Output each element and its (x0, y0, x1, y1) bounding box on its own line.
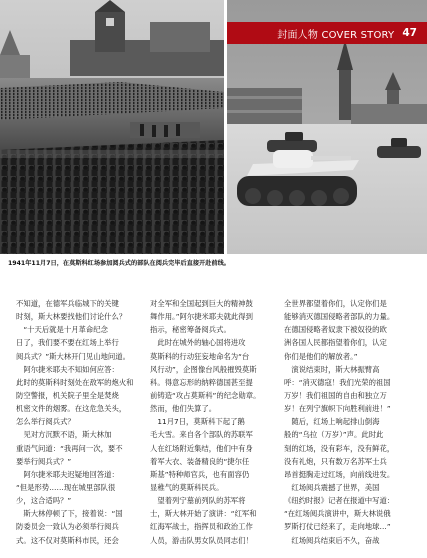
text-line: 防空警报，机关院子里全是焚烧 (16, 390, 119, 400)
text-line: 见对方沉默不语，斯大林加 (16, 430, 112, 440)
text-line: 莫斯科的行动狂妄地命名为“台 (150, 351, 250, 361)
text-line: 指示，秘密筹备阅兵式。 (150, 325, 231, 335)
text-line: 随后，红场上响起排山倒海 (284, 417, 380, 427)
text-line: 阿尔捷米耶夫不知如何应答： (16, 364, 119, 374)
text-line: 岁！在列宁旗帜下向胜利前进！” (284, 404, 391, 414)
text-line: 《纽约时报》记者在报道中写道： (284, 496, 395, 506)
text-line: 人员，游击队男女队员同志们！ (150, 535, 253, 545)
text-line: 防委员会一致认为必须举行阅兵 (16, 522, 119, 532)
text-line: “在红场阅兵演讲中，斯大林说俄 (284, 509, 391, 519)
text-line: 斯大林停顿了下，接着说：“国 (16, 509, 123, 519)
text-line: 红海军战士，指挥员和政治工作 (150, 522, 253, 532)
text-line: 11月7日，莫斯科下起了鹅 (150, 417, 245, 427)
text-line: 洲各国人民都指望着你们，认定 (284, 338, 387, 348)
text-line: 着军大衣、装备精良的“捷尔任 (150, 456, 250, 466)
text-line: 风行动”，企图像台风般摧毁莫斯 (150, 364, 257, 374)
text-line: 怎么举行阅兵式？ (16, 417, 75, 427)
text-line: 然而，他们失算了。 (150, 404, 217, 414)
text-line: 对全军和全国起到巨大的精神鼓 (150, 299, 253, 308)
text-line: 时刻，斯大林要找他们讨论什么？ (16, 312, 127, 322)
text-line: 没有礼炮，只有数万名苏军士兵 (284, 456, 387, 466)
page-header (227, 22, 427, 44)
text-line: 此时在城外的轴心国将进攻 (150, 338, 246, 348)
text-line: 在德国侵略者奴隶下被奴役的欧 (284, 325, 387, 335)
text-line: 此时的莫斯科时刻处在敌军的炮火和 (16, 377, 134, 387)
text-line: 重语气问道：“我再问一次，要不 (16, 443, 123, 453)
text-line: 日了，我们要不要在红场上举行 (16, 338, 119, 348)
text-line: 红场阅兵结束后不久，奋战 (284, 535, 380, 545)
text-line: 舞作用。”阿尔捷米耶夫就此得到 (150, 312, 253, 322)
text-line: 演说结束时，斯大林振臂高 (284, 364, 380, 374)
photo-caption: 1941年11月7日，在莫斯科红场参加阅兵式的部队在阅兵完毕后直接开赴前线。 (8, 260, 230, 267)
text-line: 全世界都望着你们，认定你们是 (284, 299, 387, 308)
text-line: 式。这不仅对莫斯科市民，还会 (16, 535, 119, 545)
text-line: 斯基”特种师官兵，也有面容仍 (150, 469, 250, 479)
text-line: 士，斯大林开始了演讲：“红军和 (150, 509, 257, 519)
text-column-3 (284, 297, 406, 547)
text-line: 前铸造“攻占莫斯科”的纪念勋章。 (150, 390, 261, 400)
parade-photo (0, 0, 224, 254)
text-line: 人在红场附近集结，他们中有身 (150, 443, 253, 453)
page-number: 47 (402, 27, 417, 39)
text-line: 般的“乌拉（万岁）”声。此时此 (284, 430, 384, 440)
text-line: 机密文件的烟雾。在这危急关头， (16, 404, 127, 414)
text-line: 万岁！我们祖国的自由和独立万 (284, 390, 387, 400)
text-line: 你们是他们的解放者。” (284, 351, 358, 361)
text-line: 望着列宁墓前列队的苏军将 (150, 496, 246, 506)
text-line: 少，这合适吗？” (16, 496, 72, 506)
text-line: 呼：“消灭德寇！我们光荣的祖国 (284, 377, 391, 387)
text-line: 要举行阅兵式？” (16, 456, 72, 466)
section-label: 封面人物 COVER STORY (277, 29, 395, 41)
text-column-1 (16, 297, 138, 547)
text-line: 显稚气的莫斯科民兵。 (150, 482, 224, 492)
parade-photo-image (0, 0, 224, 254)
text-line: 阿尔捷米耶夫迟疑地回答道： (16, 469, 119, 479)
text-line: 不知道，在德军兵临城下的关键 (16, 299, 119, 308)
text-line: 毛大雪。来自各个部队的苏联军 (150, 430, 253, 440)
text-line: “但是形势……现在城里部队很 (16, 482, 116, 492)
text-line: “十天后就是十月革命纪念 (16, 325, 108, 335)
text-line: 罗斯打仗已经来了，走向地球…” (284, 522, 391, 532)
text-column-2 (150, 297, 272, 547)
text-line: 阅兵式？”斯大林开门见山地问道。 (16, 351, 130, 361)
text-line: 刻的红场，没有彩车，没有鲜花， (284, 443, 395, 453)
text-line: 红场阅兵震撼了世界，美国 (284, 482, 380, 492)
text-line: 科。得意忘形的纳粹德国甚至提 (150, 377, 253, 387)
text-line: 能够消灭德国侵略者部队的力量。 (284, 312, 395, 322)
text-line: 昂首挺胸走过红场，向前线进发。 (284, 469, 395, 479)
